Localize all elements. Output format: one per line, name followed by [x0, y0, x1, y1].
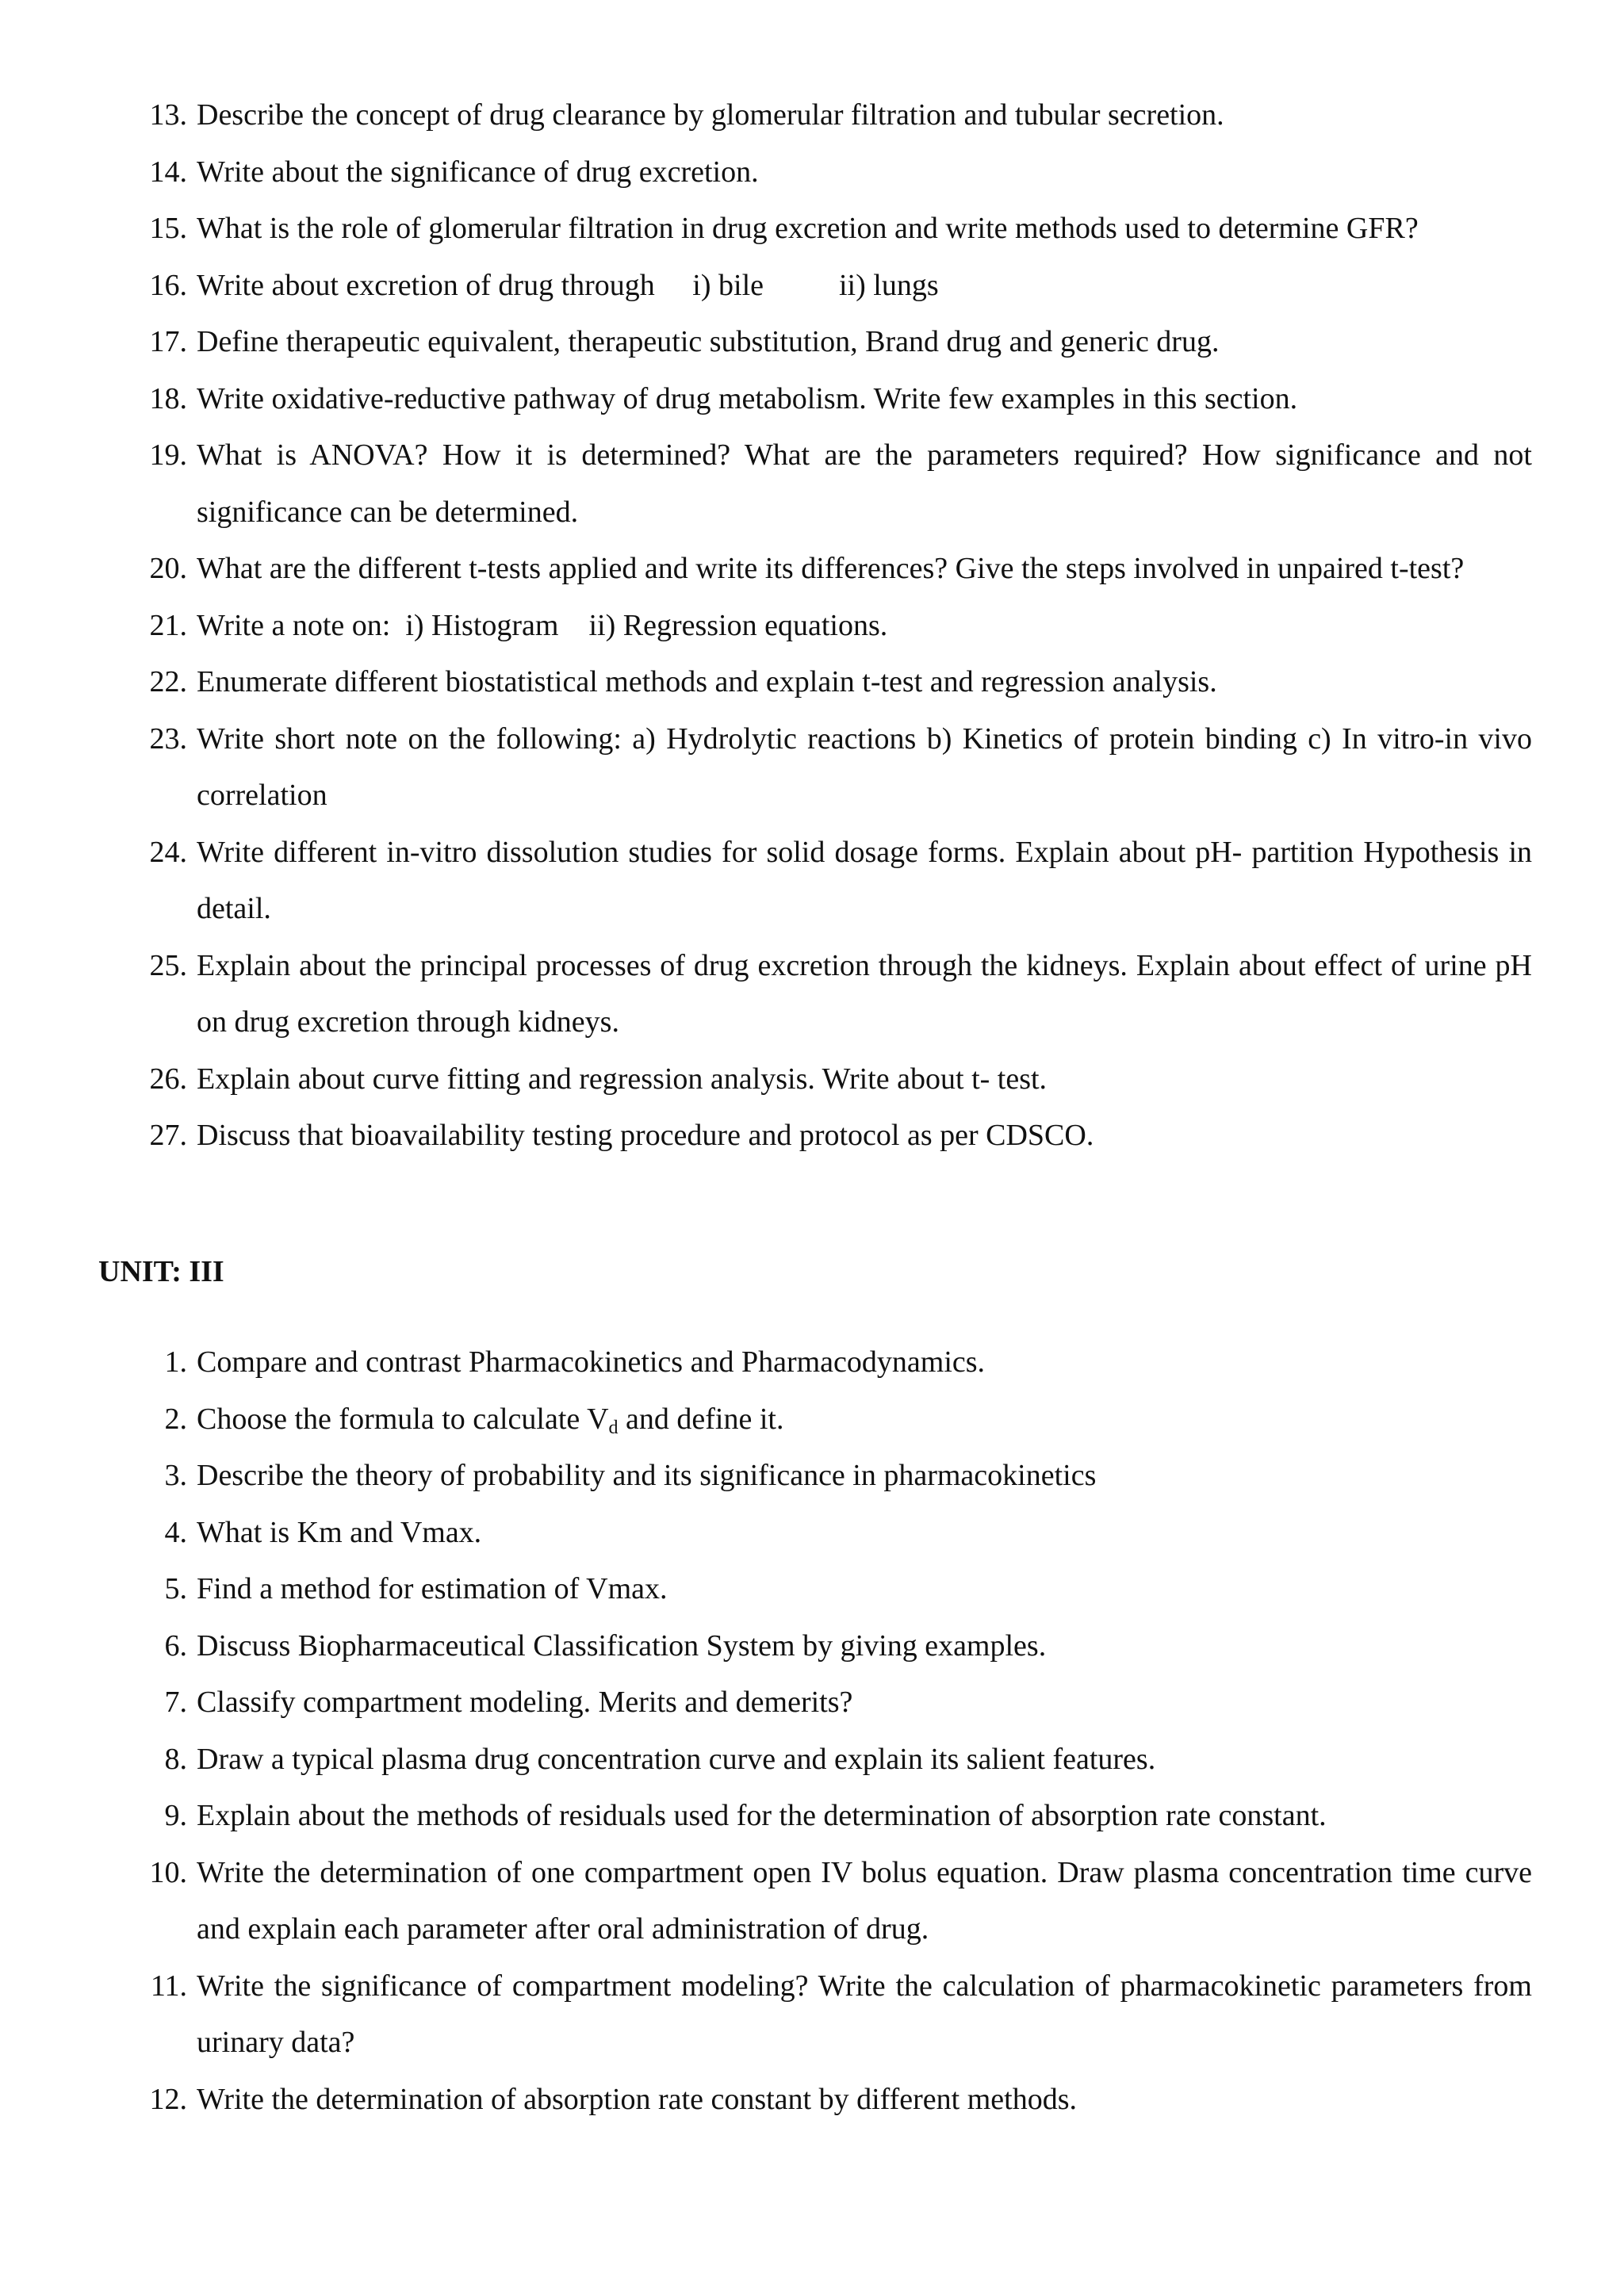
question-text-after: and define it. — [618, 1402, 784, 1436]
question-item — [0, 1618, 1624, 1675]
question-item — [0, 1732, 1624, 1789]
unit-heading: UNIT: III — [98, 1255, 224, 1288]
question-text: Write the determination of one compartment open IV bolus equation. Draw plasma concentration time curve and explain each parameter after oral administration of drug. — [197, 1855, 1532, 1946]
question-number: 23. — [149, 721, 187, 756]
question-item — [0, 541, 1624, 598]
question-number: 16. — [149, 268, 187, 302]
question-text: What is the role of glomerular filtration in drug excretion and write methods used to determine GFR? — [197, 212, 1419, 245]
question-item — [0, 201, 1624, 258]
question-number: 18. — [149, 381, 187, 415]
question-number: 27. — [149, 1119, 187, 1152]
question-item — [0, 314, 1624, 371]
question-text-before: Choose the formula to calculate V — [197, 1402, 609, 1436]
question-number: 4. — [164, 1515, 187, 1549]
question-text: Discuss Biopharmaceutical Classification System by giving examples. — [197, 1628, 1047, 1663]
question-number: 21. — [149, 608, 187, 642]
question-text: What is Km and Vmax. — [197, 1515, 482, 1549]
question-item — [0, 711, 1624, 825]
question-text: Classify compartment modeling. Merits and demerits? — [197, 1686, 853, 1719]
question-number: 25. — [149, 948, 187, 982]
question-text: What is ANOVA? How it is determined? What are the parameters required? How significance and not significance can be determined. — [197, 438, 1532, 529]
question-number: 2. — [164, 1402, 187, 1436]
question-item — [0, 1845, 1624, 1958]
question-number: 20. — [149, 552, 187, 585]
question-item — [0, 1505, 1624, 1562]
question-text: Write the significance of compartment modeling? Write the calculation of pharmacokinetic parameters from urinary data? — [197, 1969, 1532, 2059]
question-number: 15. — [149, 212, 187, 245]
question-item — [0, 938, 1624, 1051]
question-number: 9. — [164, 1799, 187, 1832]
question-text: Write a note on: i) Histogram ii) Regression equations. — [197, 608, 888, 642]
question-number: 26. — [149, 1062, 187, 1096]
question-item — [0, 1958, 1624, 2072]
question-item — [0, 1051, 1624, 1108]
question-item — [0, 371, 1624, 428]
question-text: Write about the significance of drug excretion. — [197, 155, 759, 189]
question-number: 17. — [149, 325, 187, 358]
question-number: 5. — [164, 1572, 187, 1605]
question-text: Write short note on the following: a) Hydrolytic reactions b) Kinetics of protein binding c) In vitro-in vivo correlation — [197, 721, 1532, 812]
question-item — [0, 2072, 1624, 2129]
question-number: 3. — [164, 1459, 187, 1492]
question-item — [0, 825, 1624, 938]
question-item — [0, 1108, 1624, 1165]
question-item — [0, 1334, 1624, 1391]
question-number: 13. — [149, 98, 187, 132]
question-text: Find a method for estimation of Vmax. — [197, 1572, 668, 1605]
question-text: Describe the concept of drug clearance by glomerular filtration and tubular secretion. — [197, 98, 1224, 132]
unit2-question-list — [0, 87, 1624, 1165]
question-number: 19. — [149, 438, 187, 472]
question-item — [0, 1391, 1624, 1448]
question-item — [0, 654, 1624, 711]
question-number: 24. — [149, 835, 187, 869]
question-text: Enumerate different biostatistical methods and explain t-test and regression analysis. — [197, 665, 1217, 698]
question-number: 7. — [164, 1686, 187, 1719]
question-text: Describe the theory of probability and its significance in pharmacokinetics — [197, 1459, 1097, 1492]
question-text: Compare and contrast Pharmacokinetics and Pharmacodynamics. — [197, 1345, 986, 1379]
question-item — [0, 1788, 1624, 1845]
question-item — [0, 598, 1624, 655]
question-number: 22. — [149, 665, 187, 698]
question-number: 1. — [164, 1345, 187, 1379]
subscript-d: d — [608, 1417, 619, 1438]
question-number: 10. — [149, 1855, 187, 1889]
question-text: Write different in-vitro dissolution studies for solid dosage forms. Explain about pH- partition Hypothesis in detail. — [197, 835, 1532, 925]
question-text: Explain about curve fitting and regression analysis. Write about t- test. — [197, 1062, 1048, 1096]
question-text: Draw a typical plasma drug concentration curve and explain its salient features. — [197, 1742, 1156, 1776]
question-item — [0, 144, 1624, 201]
unit3-question-list — [0, 1334, 1624, 2128]
question-item — [0, 427, 1624, 541]
question-item — [0, 258, 1624, 315]
question-text: Explain about the principal processes of drug excretion through the kidneys. Explain about effect of urine pH on drug excretion through kidneys. — [197, 948, 1532, 1039]
question-text: Write about excretion of drug through i) bile ii) lungs — [197, 268, 939, 302]
question-text: What are the different t-tests applied and write its differences? Give the steps involved in unpaired t-test? — [197, 552, 1465, 585]
question-item — [0, 1448, 1624, 1505]
question-item — [0, 87, 1624, 144]
question-number: 12. — [149, 2082, 187, 2116]
question-number: 8. — [164, 1742, 187, 1776]
question-text: Explain about the methods of residuals used for the determination of absorption rate constant. — [197, 1799, 1327, 1832]
question-text: Write the determination of absorption rate constant by different methods. — [197, 2082, 1077, 2116]
question-text: Write oxidative-reductive pathway of drug metabolism. Write few examples in this section. — [197, 381, 1298, 415]
question-number: 11. — [150, 1969, 187, 2003]
question-number: 6. — [164, 1628, 187, 1663]
question-text: Define therapeutic equivalent, therapeutic substitution, Brand drug and generic drug. — [197, 325, 1220, 358]
question-text: Discuss that bioavailability testing procedure and protocol as per CDSCO. — [197, 1119, 1094, 1152]
question-number: 14. — [149, 155, 187, 189]
question-item — [0, 1561, 1624, 1618]
question-item — [0, 1674, 1624, 1732]
